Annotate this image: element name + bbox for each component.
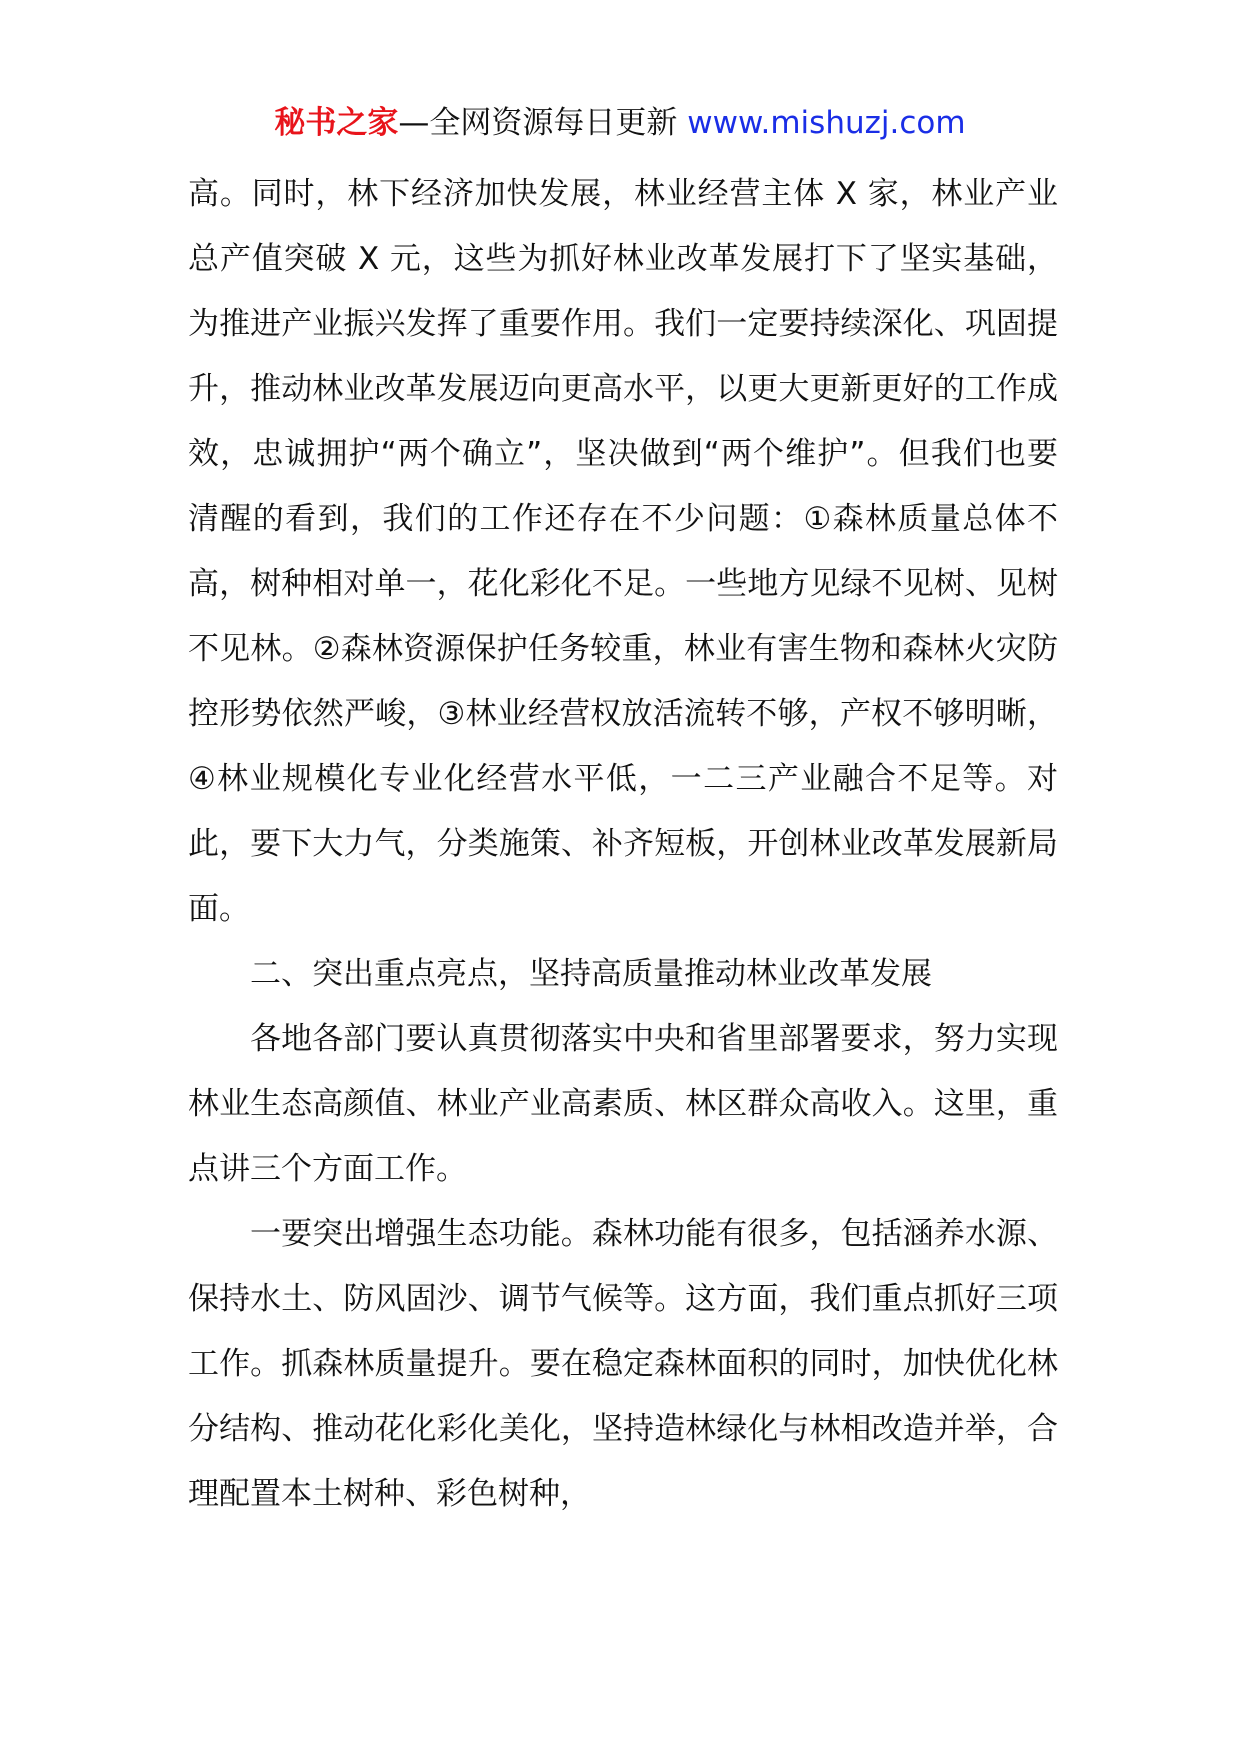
site-tagline: —全网资源每日更新 [398, 105, 678, 141]
site-brand: 秘书之家 [274, 105, 399, 141]
site-url-link[interactable]: www.mishuzj.com [687, 105, 966, 141]
paragraph-intro: 各地各部门要认真贯彻落实中央和省里部署要求，努力实现林业生态高颜值、林业产业高素质、林区群众高收入。这里，重点讲三个方面工作。 [188, 1021, 1058, 1187]
paragraph-continuation: 高。同时，林下经济加快发展，林业经营主体 X 家，林业产业总产值突破 X 元，这些为抓好林业改革发展打下了坚实基础，为推进产业振兴发挥了重要作用。我们一定要持续深化、巩固提升，推动林业改革发展迈向更高水平，以更大更新更好的工作成效，忠诚拥护“两个确立”，坚决做到“两个维护”。但我们也要清醒的看到，我们的工作还存在不少问题：①森林质量总体不高，树种相对单一，花化彩化不足。一些地方见绿不见树、见树不见林。②森林资源保护任务较重，林业有害生物和森林火灾防控形势依然严峻，③林业经营权放活流转不够，产权不够明晰，④林业规模化专业化经营水平低，一二三产业融合不足等。对此，要下大力气，分类施策、补齐短板，开创林业改革发展新局面。 [188, 176, 1058, 927]
section-heading: 二、突出重点亮点，坚持高质量推动林业改革发展 [250, 956, 932, 992]
paragraph-ecology: 一要突出增强生态功能。森林功能有很多，包括涵养水源、保持水土、防风固沙、调节气候等。这方面，我们重点抓好三项工作。抓森林质量提升。要在稳定森林面积的同时，加快优化林分结构、推动花化彩化美化，坚持造林绿化与林相改造并举，合理配置本土树种、彩色树种， [188, 1216, 1058, 1512]
site-header [0, 100, 1240, 146]
document-body [188, 162, 1058, 1527]
